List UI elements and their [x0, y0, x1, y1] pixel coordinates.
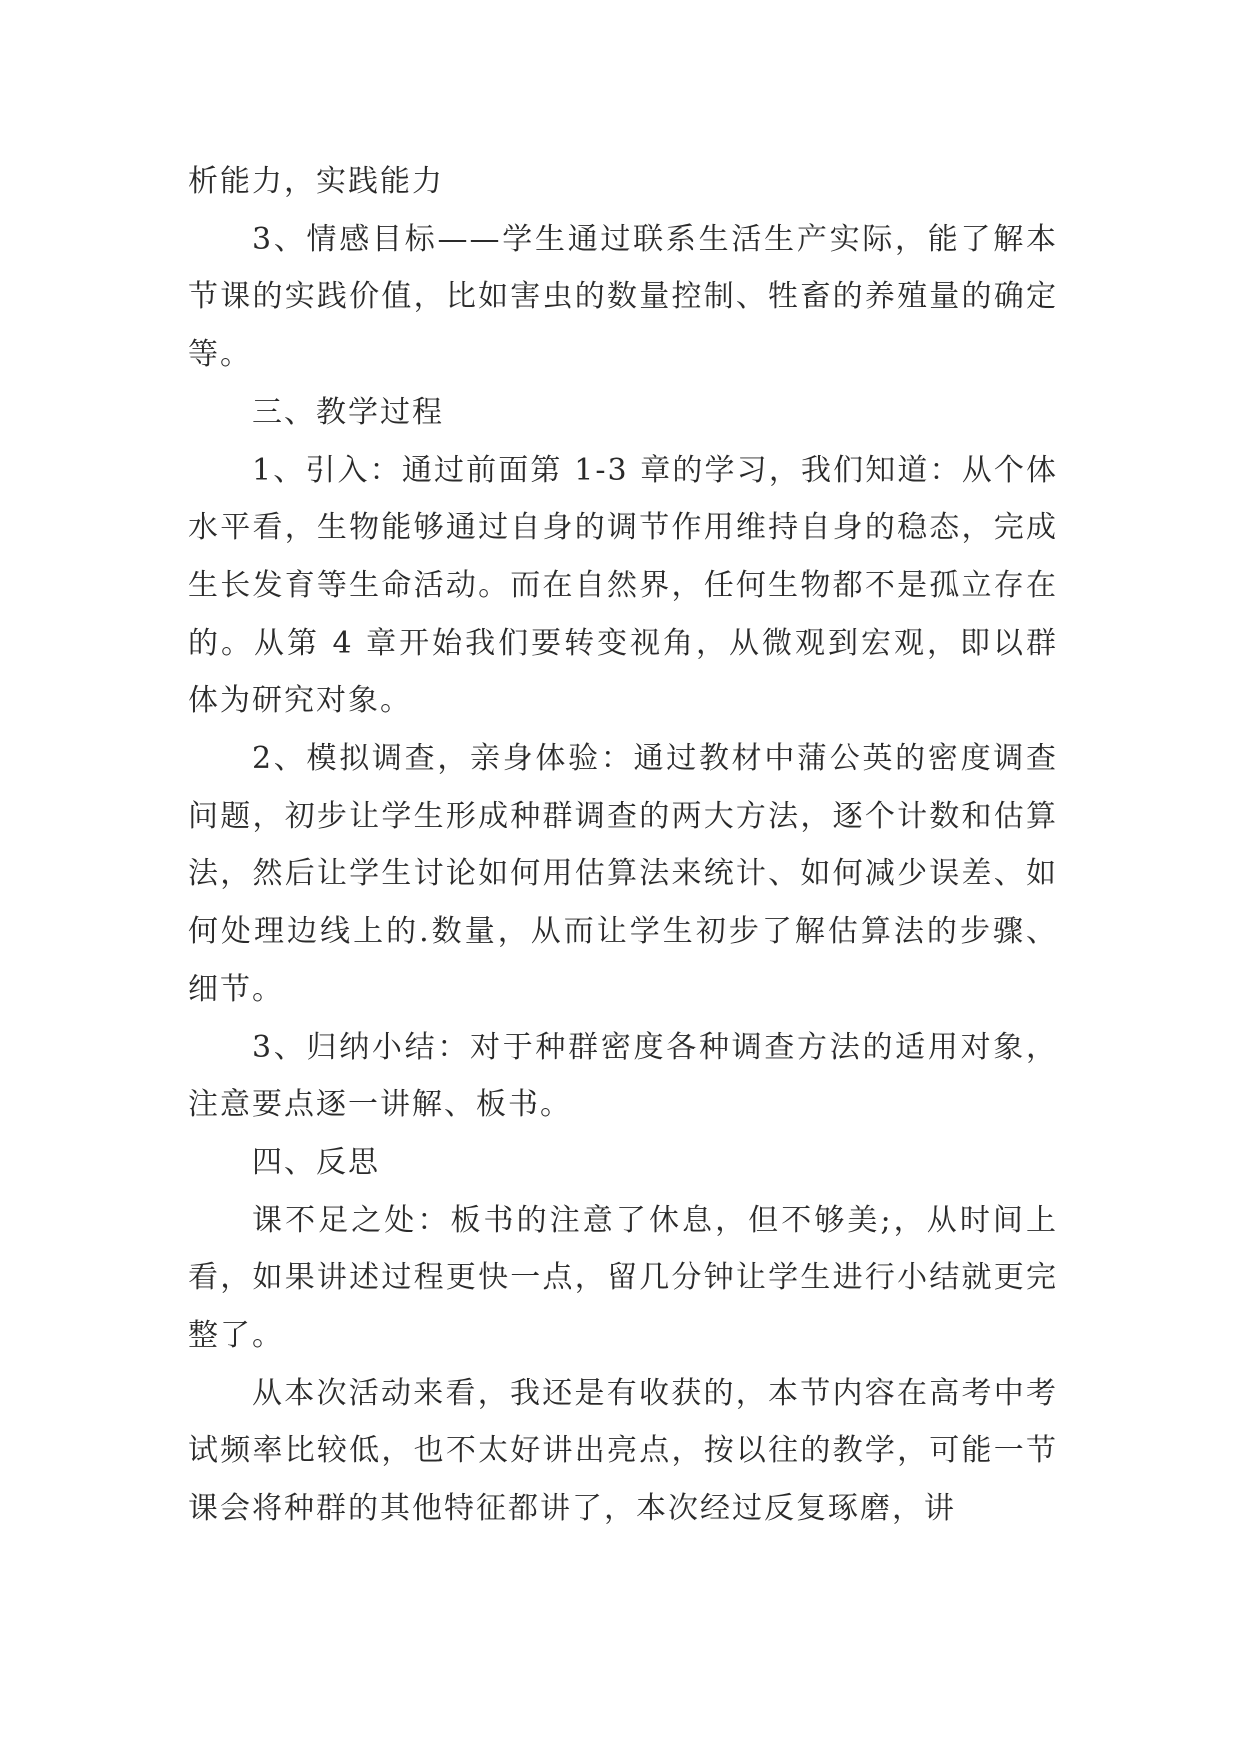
paragraph-introduction: 1、引入：通过前面第 1-3 章的学习，我们知道：从个体水平看，生物能够通过自身的调节作用维持自身的稳态，完成生长发育等生命活动。而在自然界，任何生物都不是孤立存在的。从第 4 章开始我们要转变视角，从微观到宏观，即以群体为研究对象。 — [188, 452, 1058, 719]
paragraph-summary: 3、归纳小结：对于种群密度各种调查方法的适用对象，注意要点逐一讲解、板书。 — [188, 1029, 1058, 1123]
paragraph-continuation: 析能力，实践能力 — [188, 164, 444, 199]
paragraph-gains: 从本次活动来看，我还是有收获的，本节内容在高考中考试频率比较低，也不太好讲出亮点，按以往的教学，可能一节课会将种群的其他特征都讲了，本次经过反复琢磨，讲 — [188, 1375, 1058, 1527]
paragraph-emotional-goal: 3、情感目标——学生通过联系生活生产实际，能了解本节课的实践价值，比如害虫的数量控制、牲畜的养殖量的确定等。 — [188, 221, 1058, 373]
section-heading-teaching-process: 三、教学过程 — [252, 394, 444, 430]
section-heading-reflection: 四、反思 — [252, 1144, 380, 1180]
paragraph-simulation-survey: 2、模拟调查，亲身体验：通过教材中蒲公英的密度调查问题，初步让学生形成种群调查的两大方法，逐个计数和估算法，然后让学生讨论如何用估算法来统计、如何减少误差、如何处理边线上的.数量，从而让学生初步了解估算法的步骤、细节。 — [188, 741, 1058, 1007]
document-page — [188, 153, 1058, 1538]
paragraph-shortcomings: 课不足之处：板书的注意了休息，但不够美;，从时间上看，如果讲述过程更快一点，留几分钟让学生进行小结就更完整了。 — [188, 1202, 1058, 1354]
